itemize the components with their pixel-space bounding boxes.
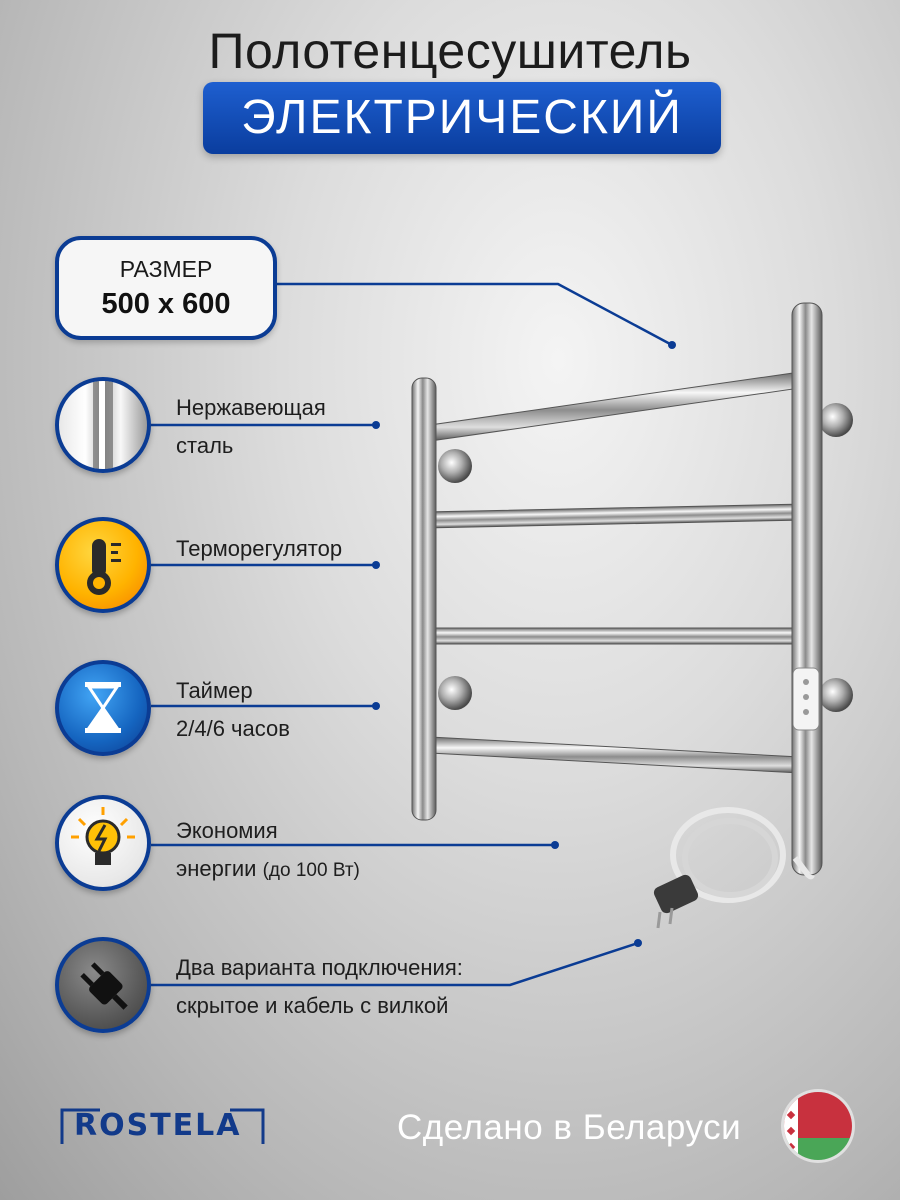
feature-thermo-line1: Терморегулятор bbox=[176, 536, 343, 561]
brand-name: ROSTELA bbox=[74, 1108, 242, 1143]
product-subtitle: ЭЛЕКТРИЧЕСКИЙ bbox=[241, 91, 683, 144]
feature-energy-note: (до 100 Вт) bbox=[262, 860, 360, 881]
belarus-flag-icon bbox=[780, 1088, 856, 1164]
wall-mount-icon bbox=[438, 403, 853, 712]
feature-steel bbox=[176, 389, 326, 465]
made-in-text: Сделано в Беларуси bbox=[397, 1108, 742, 1147]
brand-logo bbox=[60, 1106, 265, 1146]
feature-thermoregulator bbox=[176, 530, 342, 568]
feature-connection-line2: скрытое и кабель с вилкой bbox=[176, 993, 449, 1018]
hourglass-icon bbox=[55, 660, 151, 756]
size-label: РАЗМЕР bbox=[119, 256, 213, 282]
feature-steel-line1: Нержавеющая bbox=[176, 395, 326, 420]
product-title: Полотенцесушитель bbox=[208, 23, 692, 79]
lightbulb-icon bbox=[55, 795, 151, 891]
feature-timer-line2: 2/4/6 часов bbox=[176, 716, 290, 741]
feature-timer bbox=[176, 672, 290, 748]
towel-rails bbox=[430, 372, 800, 773]
plug-icon bbox=[55, 937, 151, 1033]
feature-energy-main: энергии bbox=[176, 856, 257, 881]
feature-connection-line1: Два варианта подключения: bbox=[176, 955, 463, 980]
feature-steel-line2: сталь bbox=[176, 433, 234, 458]
thermometer-icon bbox=[55, 517, 151, 613]
size-badge bbox=[55, 236, 277, 340]
feature-connection bbox=[176, 949, 463, 1025]
feature-energy-line1: Экономия bbox=[176, 818, 278, 843]
steel-pipe-icon bbox=[55, 377, 151, 473]
size-connector-line bbox=[270, 284, 672, 345]
control-panel bbox=[793, 668, 819, 730]
feature-energy bbox=[176, 812, 360, 890]
feature-energy-line2 bbox=[176, 850, 360, 890]
size-value: 500 х 600 bbox=[101, 288, 231, 320]
feature-timer-line1: Таймер bbox=[176, 678, 253, 703]
